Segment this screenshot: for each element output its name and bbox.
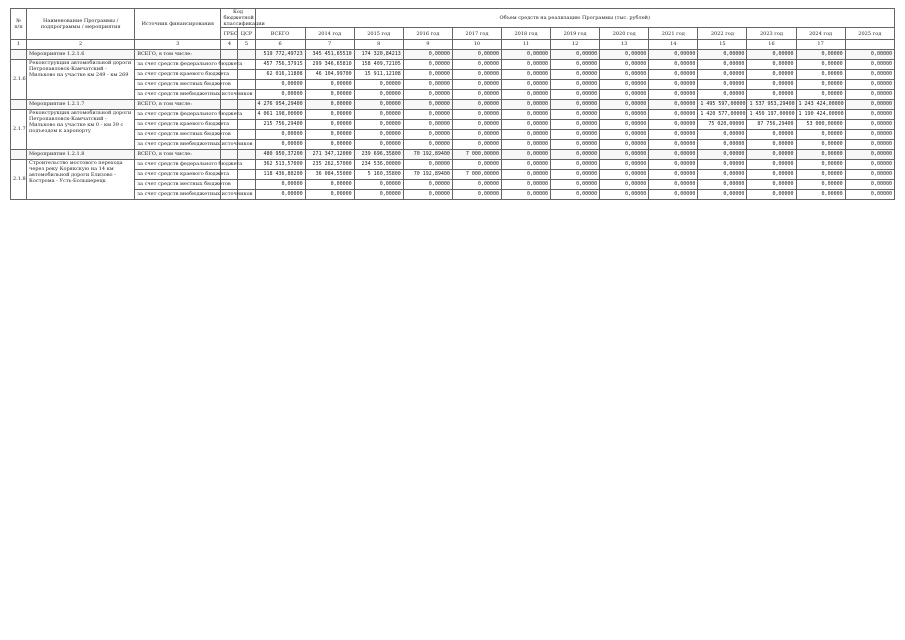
total-value-cell: 1 243 424,00000 [796,100,845,110]
source-row [11,80,895,90]
year-value-cell: 0,00000 [796,170,845,180]
year-value-cell: 0,00000 [600,80,649,90]
source-row [11,70,895,80]
column-index: 14 [649,40,698,50]
source-row [11,60,895,70]
year-value-cell: 1 420 577,00000 [698,110,747,120]
row-total-cell: 0,00000 [255,80,305,90]
total-value-cell: 0,00000 [452,50,501,60]
year-value-cell: 0,00000 [452,190,501,200]
year-value-cell: 234 536,00000 [354,160,403,170]
year-value-cell: 0,00000 [452,180,501,190]
header-grbs: ГРБС [221,28,238,40]
year-value-cell: 0,00000 [551,190,600,200]
total-value-cell: 0,00000 [747,50,796,60]
section-name: Строительство мостового перехода через реку Корякскую на 14 км автомобильной дороги Елизово - Кострома - Усть-Большерецк [27,160,135,200]
section-name: Реконструкция автомобильной дороги Петропавловск-Камчатский - Мильково на участке км 0 - км 39 с подъездом к аэропорту [27,110,135,150]
year-value-cell: 0,00000 [845,110,894,120]
funding-source: за счет средств федерального бюджета [135,60,221,70]
year-value-cell: 0,00000 [403,60,452,70]
total-value-cell: 7 000,00000 [452,150,501,160]
row-total-cell: 0,00000 [255,90,305,100]
year-value-cell: 0,00000 [747,160,796,170]
year-value-cell: 0,00000 [452,80,501,90]
row-total-cell: 0,00000 [255,130,305,140]
year-value-cell: 0,00000 [845,70,894,80]
year-value-cell: 0,00000 [600,130,649,140]
year-value-cell: 0,00000 [501,190,550,200]
year-value-cell: 0,00000 [305,140,354,150]
year-value-cell: 70 192,89400 [403,170,452,180]
year-value-cell: 0,00000 [600,160,649,170]
section-name: Реконструкция автомобильной дороги Петропавловск-Камчатский - Мильково на участке км 249 - км 269 [27,60,135,100]
header-num: № п/п [11,9,27,40]
source-row [11,160,895,170]
year-value-cell: 0,00000 [452,90,501,100]
row-total-cell: 0,00000 [255,190,305,200]
total-value-cell: 0,00000 [600,100,649,110]
source-row [11,120,895,130]
header-name: Наименование Программы / подпрограммы / мероприятия [27,9,135,40]
code-cell [238,150,255,160]
source-row [11,140,895,150]
header-year: 2023 год [747,28,796,40]
year-value-cell: 0,00000 [845,190,894,200]
year-value-cell: 0,00000 [600,140,649,150]
year-value-cell: 0,00000 [403,80,452,90]
total-value-cell: 0,00000 [649,50,698,60]
year-value-cell: 0,00000 [501,90,550,100]
year-value-cell: 0,00000 [452,140,501,150]
year-value-cell: 0,00000 [403,190,452,200]
year-value-cell: 0,00000 [600,110,649,120]
total-label: ВСЕГО, в том числе: [135,50,221,60]
total-value-cell: 1 495 597,00000 [698,100,747,110]
year-value-cell: 0,00000 [649,140,698,150]
year-value-cell: 0,00000 [649,110,698,120]
year-value-cell: 0,00000 [600,90,649,100]
year-value-cell: 0,00000 [747,90,796,100]
year-value-cell: 0,00000 [600,60,649,70]
section-total-row [11,100,895,110]
total-value-cell: 519 772,49723 [255,50,305,60]
year-value-cell: 0,00000 [452,70,501,80]
year-value-cell: 0,00000 [796,70,845,80]
funding-source: за счет средств местных бюджетов [135,130,221,140]
year-value-cell: 0,00000 [551,160,600,170]
year-value-cell: 0,00000 [649,190,698,200]
year-value-cell: 0,00000 [452,60,501,70]
total-value-cell: 174 320,84213 [354,50,403,60]
source-row [11,170,895,180]
column-index: 7 [305,40,354,50]
section-number: 2.1.6 [11,60,27,100]
year-value-cell: 0,00000 [796,60,845,70]
header-year: 2018 год [501,28,550,40]
total-value-cell: 0,00000 [551,100,600,110]
column-index: 2 [27,40,135,50]
year-value-cell: 0,00000 [600,170,649,180]
year-value-cell: 0,00000 [796,80,845,90]
row-total-cell: 118 436,80200 [255,170,305,180]
row-total-cell: 215 756,29400 [255,120,305,130]
year-value-cell: 0,00000 [747,60,796,70]
header-year: 2019 год [551,28,600,40]
event-title: Мероприятие 1.2.1.7 [27,100,135,110]
funding-source: за счет средств краевого бюджета [135,170,221,180]
column-index: 6 [255,40,305,50]
year-value-cell: 0,00000 [796,190,845,200]
total-value-cell: 4 276 954,29400 [255,100,305,110]
year-value-cell: 0,00000 [403,140,452,150]
total-value-cell: 0,00000 [845,100,894,110]
budget-table [10,8,895,200]
year-value-cell: 0,00000 [649,170,698,180]
year-value-cell: 0,00000 [845,90,894,100]
total-value-cell: 480 950,37200 [255,150,305,160]
year-value-cell: 0,00000 [452,120,501,130]
year-value-cell: 0,00000 [354,110,403,120]
year-value-cell: 0,00000 [501,80,550,90]
year-value-cell: 0,00000 [698,160,747,170]
total-value-cell: 0,00000 [452,100,501,110]
year-value-cell: 0,00000 [403,130,452,140]
year-value-cell: 0,00000 [305,80,354,90]
year-value-cell: 0,00000 [452,110,501,120]
year-value-cell: 1 450 197,00000 [747,110,796,120]
event-title: Мероприятие 1.2.1.8 [27,150,135,160]
year-value-cell: 0,00000 [845,120,894,130]
row-total-cell: 0,00000 [255,180,305,190]
code-cell [238,130,255,140]
year-value-cell: 0,00000 [551,110,600,120]
total-value-cell: 0,00000 [698,150,747,160]
year-value-cell: 0,00000 [501,120,550,130]
total-label: ВСЕГО, в том числе: [135,100,221,110]
total-value-cell: 0,00000 [747,150,796,160]
year-value-cell: 0,00000 [354,80,403,90]
source-row [11,90,895,100]
column-index: 15 [698,40,747,50]
year-value-cell: 0,00000 [796,90,845,100]
year-value-cell: 36 084,55000 [305,170,354,180]
year-value-cell: 0,00000 [600,70,649,80]
row-number-cell [11,150,27,160]
year-value-cell: 0,00000 [305,110,354,120]
year-value-cell: 0,00000 [354,130,403,140]
year-value-cell: 7 000,00000 [452,170,501,180]
column-index: 4 [221,40,238,50]
source-row [11,130,895,140]
header-year: 2016 год [403,28,452,40]
code-cell [221,50,238,60]
total-value-cell: 0,00000 [501,150,550,160]
year-value-cell: 75 020,00000 [698,120,747,130]
funding-source: за счет средств внебюджетных источников [135,190,221,200]
funding-source: за счет средств внебюджетных источников [135,90,221,100]
year-value-cell: 0,00000 [551,180,600,190]
header-year: 2017 год [452,28,501,40]
year-value-cell: 0,00000 [649,80,698,90]
year-value-cell: 0,00000 [747,170,796,180]
year-value-cell: 0,00000 [501,110,550,120]
column-index: 13 [600,40,649,50]
column-index [845,40,894,50]
year-value-cell: 0,00000 [501,70,550,80]
year-value-cell: 0,00000 [747,70,796,80]
total-value-cell: 0,00000 [649,150,698,160]
row-total-cell: 0,00000 [255,140,305,150]
year-value-cell: 0,00000 [649,70,698,80]
header-csr: ЦСР [238,28,255,40]
column-index: 8 [354,40,403,50]
year-value-cell: 0,00000 [501,180,550,190]
funding-source: за счет средств местных бюджетов [135,80,221,90]
year-value-cell: 0,00000 [649,60,698,70]
year-value-cell: 0,00000 [845,80,894,90]
year-value-cell: 0,00000 [698,170,747,180]
funding-source: за счет средств внебюджетных источников [135,140,221,150]
column-index: 5 [238,40,255,50]
funding-source: за счет средств краевого бюджета [135,120,221,130]
total-value-cell: 0,00000 [551,150,600,160]
row-total-cell: 62 016,11808 [255,70,305,80]
year-value-cell: 0,00000 [649,180,698,190]
year-value-cell: 0,00000 [501,170,550,180]
year-value-cell: 158 409,72105 [354,60,403,70]
year-value-cell: 0,00000 [501,160,550,170]
year-value-cell: 0,00000 [649,130,698,140]
row-number-cell [11,100,27,110]
row-total-cell: 457 756,37915 [255,60,305,70]
code-cell [238,170,255,180]
section-number: 2.1.8 [11,160,27,200]
year-value-cell: 87 756,29400 [747,120,796,130]
header-total: ВСЕГО [255,28,305,40]
code-cell [221,100,238,110]
total-value-cell: 0,00000 [698,50,747,60]
year-value-cell: 0,00000 [796,130,845,140]
year-value-cell: 0,00000 [501,60,550,70]
year-value-cell: 0,00000 [354,90,403,100]
header-year: 2025 год [845,28,894,40]
total-value-cell: 0,00000 [649,100,698,110]
column-index: 9 [403,40,452,50]
code-cell [238,50,255,60]
year-value-cell: 0,00000 [698,130,747,140]
code-cell [238,80,255,90]
year-value-cell: 0,00000 [501,130,550,140]
year-value-cell: 0,00000 [551,80,600,90]
column-index: 12 [551,40,600,50]
total-value-cell: 1 537 953,29400 [747,100,796,110]
total-value-cell: 0,00000 [600,50,649,60]
year-value-cell: 0,00000 [698,60,747,70]
header-year: 2021 год [649,28,698,40]
code-cell [238,120,255,130]
total-value-cell: 345 451,65510 [305,50,354,60]
year-value-cell: 0,00000 [796,140,845,150]
year-value-cell: 0,00000 [452,130,501,140]
header-year: 2020 год [600,28,649,40]
code-cell [238,70,255,80]
funding-source: за счет средств федерального бюджета [135,110,221,120]
year-value-cell: 0,00000 [551,120,600,130]
total-value-cell: 0,00000 [305,100,354,110]
year-value-cell: 0,00000 [845,140,894,150]
column-index: 16 [747,40,796,50]
year-value-cell: 0,00000 [403,120,452,130]
column-index: 3 [135,40,221,50]
year-value-cell: 299 346,65810 [305,60,354,70]
year-value-cell: 46 104,99700 [305,70,354,80]
total-value-cell: 0,00000 [501,100,550,110]
year-value-cell: 0,00000 [403,160,452,170]
year-value-cell: 0,00000 [845,180,894,190]
year-value-cell: 0,00000 [747,190,796,200]
section-total-row [11,150,895,160]
year-value-cell: 0,00000 [354,140,403,150]
total-value-cell: 0,00000 [796,50,845,60]
year-value-cell: 0,00000 [649,120,698,130]
row-total-cell: 362 513,57000 [255,160,305,170]
year-value-cell: 0,00000 [796,180,845,190]
column-index: 1 [11,40,27,50]
header-year: 2022 год [698,28,747,40]
code-cell [221,150,238,160]
year-value-cell: 0,00000 [551,60,600,70]
year-value-cell: 0,00000 [845,160,894,170]
year-value-cell: 0,00000 [747,130,796,140]
header-year: 2015 год [354,28,403,40]
year-value-cell: 1 190 424,00000 [796,110,845,120]
funding-source: за счет средств федерального бюджета [135,160,221,170]
total-value-cell: 0,00000 [354,100,403,110]
column-index: 10 [452,40,501,50]
year-value-cell: 0,00000 [698,70,747,80]
year-value-cell: 0,00000 [845,170,894,180]
code-cell [238,180,255,190]
total-label: ВСЕГО, в том числе: [135,150,221,160]
source-row [11,190,895,200]
total-value-cell: 271 347,12000 [305,150,354,160]
year-value-cell: 0,00000 [747,140,796,150]
section-total-row [11,50,895,60]
year-value-cell: 0,00000 [845,130,894,140]
year-value-cell: 0,00000 [600,120,649,130]
year-value-cell: 0,00000 [403,180,452,190]
source-row [11,110,895,120]
year-value-cell: 0,00000 [698,80,747,90]
year-value-cell: 0,00000 [354,180,403,190]
year-value-cell: 53 000,00000 [796,120,845,130]
year-value-cell: 0,00000 [354,120,403,130]
section-number: 2.1.7 [11,110,27,150]
column-index: 11 [501,40,550,50]
total-value-cell: 70 192,89400 [403,150,452,160]
header-year: 2024 год [796,28,845,40]
total-value-cell: 239 696,35800 [354,150,403,160]
year-value-cell: 0,00000 [649,160,698,170]
total-value-cell: 0,00000 [403,100,452,110]
year-value-cell: 0,00000 [305,120,354,130]
year-value-cell: 5 160,35800 [354,170,403,180]
total-value-cell: 0,00000 [501,50,550,60]
year-value-cell: 0,00000 [747,80,796,90]
funding-source: за счет средств местных бюджетов [135,180,221,190]
header-funds: Объем средств на реализацию Программы (тыс. рублей) [255,9,895,28]
code-cell [238,100,255,110]
row-total-cell: 4 061 198,00000 [255,110,305,120]
year-value-cell: 0,00000 [305,130,354,140]
year-value-cell: 0,00000 [698,140,747,150]
year-value-cell: 0,00000 [747,180,796,190]
total-value-cell: 0,00000 [845,50,894,60]
year-value-cell: 0,00000 [305,190,354,200]
funding-source: за счет средств краевого бюджета [135,70,221,80]
row-number-cell [11,50,27,60]
year-value-cell: 0,00000 [649,90,698,100]
year-value-cell: 0,00000 [698,90,747,100]
year-value-cell: 0,00000 [305,180,354,190]
header-source: Источник финансирования [135,9,221,40]
year-value-cell: 0,00000 [600,180,649,190]
year-value-cell: 0,00000 [551,90,600,100]
year-value-cell: 0,00000 [551,70,600,80]
year-value-cell: 0,00000 [305,90,354,100]
year-value-cell: 0,00000 [796,160,845,170]
year-value-cell: 15 911,12108 [354,70,403,80]
year-value-cell: 0,00000 [501,140,550,150]
year-value-cell: 0,00000 [551,140,600,150]
column-index: 17 [796,40,845,50]
year-value-cell: 0,00000 [403,70,452,80]
year-value-cell: 0,00000 [452,160,501,170]
year-value-cell: 0,00000 [698,180,747,190]
header-kbk: Код бюджетной классификации [221,9,255,28]
total-value-cell: 0,00000 [796,150,845,160]
year-value-cell: 0,00000 [551,170,600,180]
year-value-cell: 0,00000 [354,190,403,200]
header-year: 2014 год [305,28,354,40]
year-value-cell: 0,00000 [551,130,600,140]
event-title: Мероприятие 1.2.1.6 [27,50,135,60]
year-value-cell: 0,00000 [600,190,649,200]
year-value-cell: 0,00000 [845,60,894,70]
source-row [11,180,895,190]
column-index-row [11,40,895,50]
total-value-cell: 0,00000 [403,50,452,60]
budget-table-body [11,50,895,200]
year-value-cell: 0,00000 [698,190,747,200]
year-value-cell: 0,00000 [403,90,452,100]
year-value-cell: 235 262,57000 [305,160,354,170]
total-value-cell: 0,00000 [600,150,649,160]
total-value-cell: 0,00000 [845,150,894,160]
year-value-cell: 0,00000 [403,110,452,120]
total-value-cell: 0,00000 [551,50,600,60]
